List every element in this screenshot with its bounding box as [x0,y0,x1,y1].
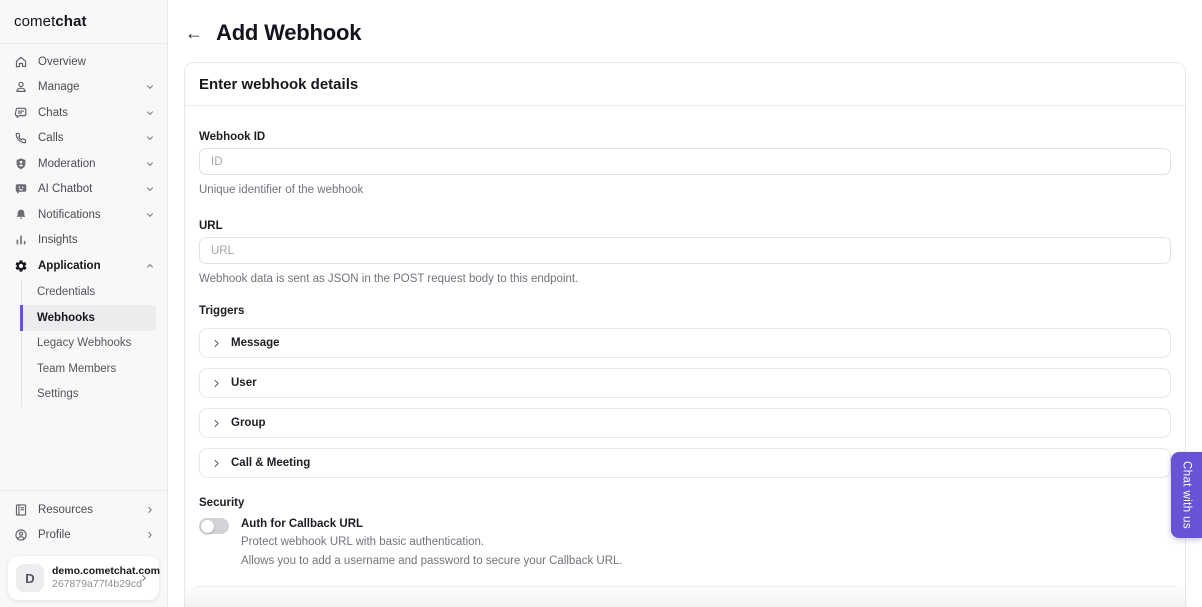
bell-icon [14,208,28,222]
auth-callback-title: Auth for Callback URL [241,518,364,530]
sidebar-item-calls[interactable] [0,126,167,152]
sidebar-item-manage[interactable] [0,75,167,101]
webhook-id-label: Webhook ID [199,131,266,143]
sidebar [0,0,168,607]
sidebar-item-team-members[interactable] [22,356,156,382]
sidebar-item-label: Calls [38,132,64,145]
chat-bubble-icon [14,106,28,120]
sidebar-item-moderation[interactable] [0,151,167,177]
back-button[interactable]: ← [185,23,203,43]
trigger-row-message[interactable] [199,328,1171,358]
sidebar-item-application[interactable] [0,253,167,279]
security-section [199,497,1171,569]
sub-item-label: Webhooks [37,311,95,324]
sidebar-item-label: Resources [38,503,93,516]
application-subtree [21,280,167,408]
sidebar-divider [0,490,167,491]
chevron-down-icon [145,133,155,143]
chevron-down-icon [145,82,155,92]
sidebar-item-profile[interactable] [0,523,167,549]
sidebar-item-label: Chats [38,106,69,119]
sidebar-item-label: Moderation [38,157,96,170]
logo-prefix: comet [14,13,56,30]
card-title: Enter webhook details [185,63,1185,106]
shield-icon [14,157,28,171]
chat-with-us-label: Chat with us [1180,460,1193,530]
sub-item-label: Settings [37,388,79,401]
toggle-knob [201,520,214,533]
trigger-row-call-meeting[interactable] [199,448,1171,478]
account-app-id: 267879a77f4b29cd [52,578,142,590]
phone-icon [14,131,28,145]
sidebar-item-webhooks[interactable] [20,305,156,331]
url-input[interactable] [199,237,1171,264]
sidebar-item-settings[interactable] [22,382,156,408]
webhook-id-input[interactable] [199,148,1171,175]
trigger-label: Call & Meeting [231,457,311,469]
url-label: URL [199,220,223,232]
chevron-right-icon [211,338,222,349]
sidebar-item-ai-chatbot[interactable] [0,177,167,203]
auth-callback-row [199,517,1171,569]
auth-callback-line2: Allows you to add a username and password to secure your Callback URL. [241,555,623,567]
triggers-label: Triggers [199,305,245,317]
card-footer [185,587,1185,607]
chevron-right-icon [145,530,155,540]
chevron-right-icon [211,458,222,469]
page-header [184,18,1186,48]
chevron-right-icon [211,378,222,389]
logo-suffix: chat [55,13,87,30]
card-body [185,106,1185,569]
chevron-down-icon [145,159,155,169]
home-icon [14,55,28,69]
sub-item-label: Credentials [37,286,96,299]
url-helper: Webhook data is sent as JSON in the POST request body to this endpoint. [199,273,579,285]
security-label: Security [199,497,245,509]
bot-icon [14,182,28,196]
sidebar-item-overview[interactable] [0,49,167,75]
webhook-details-card [184,62,1186,607]
trigger-row-group[interactable] [199,408,1171,438]
sidebar-item-legacy-webhooks[interactable] [22,331,156,357]
sidebar-item-resources[interactable] [0,497,167,523]
sidebar-item-label: Profile [38,529,71,542]
sidebar-item-label: Insights [38,234,78,247]
account-text [52,565,160,591]
chevron-down-icon [145,108,155,118]
trigger-label: Message [231,337,280,349]
sidebar-item-label: Notifications [38,208,101,221]
chat-with-us-button[interactable] [1171,452,1202,538]
triggers-section [199,305,1171,478]
resources-icon [14,503,28,517]
trigger-row-user[interactable] [199,368,1171,398]
sidebar-item-label: Overview [38,55,86,68]
main-content [168,0,1202,607]
sidebar-nav [0,44,167,409]
triggers-accordion [199,328,1171,478]
avatar: D [16,564,44,592]
webhook-id-field-group [199,131,1171,196]
chevron-up-icon [145,261,155,271]
auth-callback-text [241,517,623,569]
sidebar-item-label: AI Chatbot [38,183,93,196]
sidebar-item-insights[interactable] [0,228,167,254]
sidebar-item-chats[interactable] [0,100,167,126]
sidebar-item-credentials[interactable] [22,280,156,306]
page-title: Add Webhook [216,20,362,45]
chevron-right-icon [211,418,222,429]
trigger-label: Group [231,417,266,429]
chevron-down-icon [145,210,155,220]
url-field-group [199,220,1171,285]
sidebar-item-notifications[interactable] [0,202,167,228]
auth-callback-toggle[interactable] [199,518,229,534]
sidebar-item-label: Application [38,259,101,272]
webhook-id-helper: Unique identifier of the webhook [199,184,364,196]
profile-icon [14,528,28,542]
gear-icon [14,259,28,273]
sidebar-item-label: Manage [38,81,80,94]
bar-chart-icon [14,233,28,247]
chevron-down-icon [145,184,155,194]
account-domain: demo.cometchat.com [52,565,160,577]
cometchat-logo [0,0,167,44]
person-icon [14,80,28,94]
chevron-right-icon [145,505,155,515]
chevron-right-icon [139,573,149,583]
auth-callback-line1: Protect webhook URL with basic authentication. [241,536,485,548]
sidebar-bottom [0,490,167,607]
sub-item-label: Team Members [37,362,117,375]
trigger-label: User [231,377,257,389]
sub-item-label: Legacy Webhooks [37,337,132,350]
account-switcher[interactable] [8,556,159,600]
